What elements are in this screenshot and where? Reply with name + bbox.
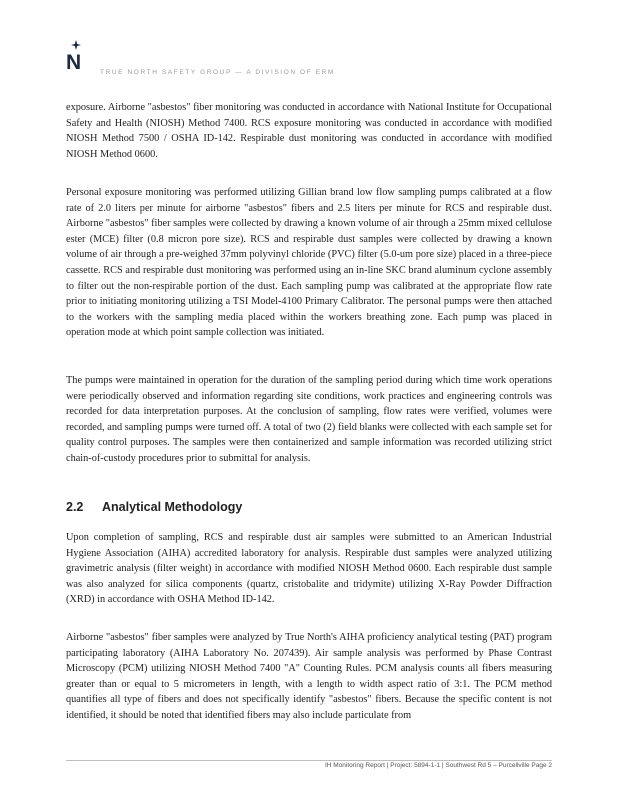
paragraph-2: Personal exposure monitoring was performed utilizing Gillian brand low flow sampling pumps calibrated at a flow rate of 2.0 liters per minute for airborne "asbestos" fibers and 2.5 liters per minute for RCS and respirable dust. Airborne "asbestos" fiber samples were collected by drawing a known volume of air through a 25mm mixed cellulose ester (MCE) filter (0.8 micron pore size). RCS and respirable dust samples were collected by drawing a known volume of air through a pre-weighed 37mm polyvinyl chloride (PVC) filter (5.0-um pore size) placed in a three-piece cassette. RCS and respirable dust monitoring was performed using an in-line SKC brand aluminum cyclone assembly to filter out the non-respirable portion of the dust. Each sampling pump was calibrated at the appropriate flow rate prior to initiating monitoring utilizing a TSI Model-4100 Primary Calibrator. The personal pumps were then attached to the workers with the sampling media placed within the workers breathing zone. Each pump was placed in operation mode at which point sample collection was initiated. <box>66 187 552 339</box>
paragraph-4: Upon completion of sampling, RCS and respirable dust air samples were submitted to an American Industrial Hygiene Association (AIHA) accredited laboratory for analysis. Respirable dust samples were analyzed utilizing gravimetric analysis (filter weight) in accordance with modified NIOSH Method 0600. Each respirable dust sample was also analyzed for silica components (quartz, cristobalite and tridymite) utilizing X-Ray Powder Diffraction (XRD) in accordance with OSHA Method ID-142. <box>66 532 552 606</box>
header-company-name: TRUE NORTH SAFETY GROUP — A DIVISION OF ERM <box>100 69 335 76</box>
paragraph-1: exposure. Airborne "asbestos" fiber monitoring was conducted in accordance with National Institute for Occupational Safety and Health (NIOSH) Method 7400. RCS exposure monitoring was conducted in accordance with modified NIOSH Method 7500 / OSHA ID-142. Respirable dust monitoring was conducted in accordance with modified NIOSH Method 0600. <box>66 102 552 160</box>
company-logo <box>64 40 90 80</box>
logo-letter: N <box>66 51 82 74</box>
section-title: Analytical Methodology <box>102 500 243 514</box>
paragraph-5: Airborne "asbestos" fiber samples were analyzed by True North's AIHA proficiency analytical testing (PAT) program participating laboratory (AIHA Laboratory No. 207439). Air sample analysis was performed by Phase Contrast Microscopy (PCM) utilizing NIOSH Method 7400 "A" Counting Rules. PCM analysis counts all fibers measuring greater than or equal to 5 micrometers in length, with a length to width aspect ratio of 3:1. The PCM method quantifies all type of fibers and does not specifically identify "asbestos" fibers. Because the specific content is not identified, it should be noted that identified fibers may also include particulate from <box>66 632 552 721</box>
compass-icon <box>71 40 81 50</box>
footer-text: IH Monitoring Report | Project: 5894-1-1 | Southwest Rd 5 – Purcellville Page 2 <box>324 762 552 769</box>
section-number: 2.2 <box>66 500 84 514</box>
paragraph-3: The pumps were maintained in operation for the duration of the sampling period during which time work operations were periodically observed and information regarding site conditions, work practices and engineering controls was recorded for data interpretation purposes. At the conclusion of sampling, flow rates were verified, volumes were recorded, and sampling pumps were turned off. A total of two (2) field blanks were collected with each sample set for quality control purposes. The samples were then containerized and sample information was recorded utilizing strict chain-of-custody procedures prior to submittal for analysis. <box>66 375 552 464</box>
footer-divider <box>66 760 552 761</box>
section-heading <box>66 500 242 514</box>
